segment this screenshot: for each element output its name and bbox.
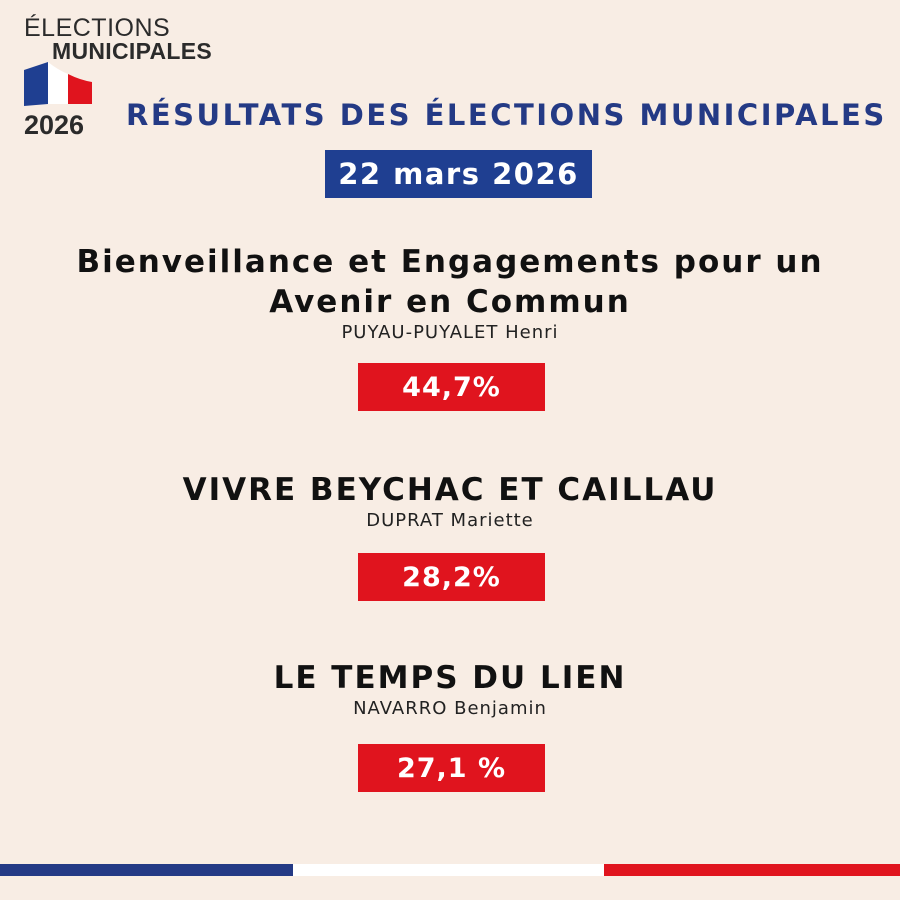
french-flag-icon xyxy=(24,60,92,106)
result-percent-badge xyxy=(358,363,545,411)
result-percent: 27,1 % xyxy=(396,752,507,784)
tricolor-stripe xyxy=(0,864,900,876)
result-percent: 28,2% xyxy=(402,561,501,593)
result-block-2 xyxy=(0,470,900,532)
stripe-blue xyxy=(0,864,293,876)
candidate-name: PUYAU-PUYALET Henri xyxy=(341,322,559,343)
result-block-3 xyxy=(0,658,900,720)
page-title: RÉSULTATS DES ÉLECTIONS MUNICIPALES xyxy=(126,98,887,132)
result-percent-badge xyxy=(358,553,545,601)
list-name: Bienveillance et Engagements pour un Avenir en Commun xyxy=(76,244,824,320)
result-percent-badge xyxy=(358,744,545,792)
list-name: LE TEMPS DU LIEN xyxy=(273,660,627,696)
election-date: 22 mars 2026 xyxy=(338,157,579,191)
logo-line-elections: ÉLECTIONS xyxy=(24,14,171,42)
stripe-red xyxy=(604,864,900,876)
list-name: VIVRE BEYCHAC ET CAILLAU xyxy=(182,472,718,508)
candidate-name: NAVARRO Benjamin xyxy=(353,698,547,719)
election-date-badge xyxy=(325,150,592,198)
result-block-1 xyxy=(0,242,900,344)
stripe-white xyxy=(293,864,604,876)
logo-year: 2026 xyxy=(24,110,85,140)
logo-line-municipales: MUNICIPALES xyxy=(52,38,213,64)
result-percent: 44,7% xyxy=(402,371,501,403)
candidate-name: DUPRAT Mariette xyxy=(366,510,534,531)
